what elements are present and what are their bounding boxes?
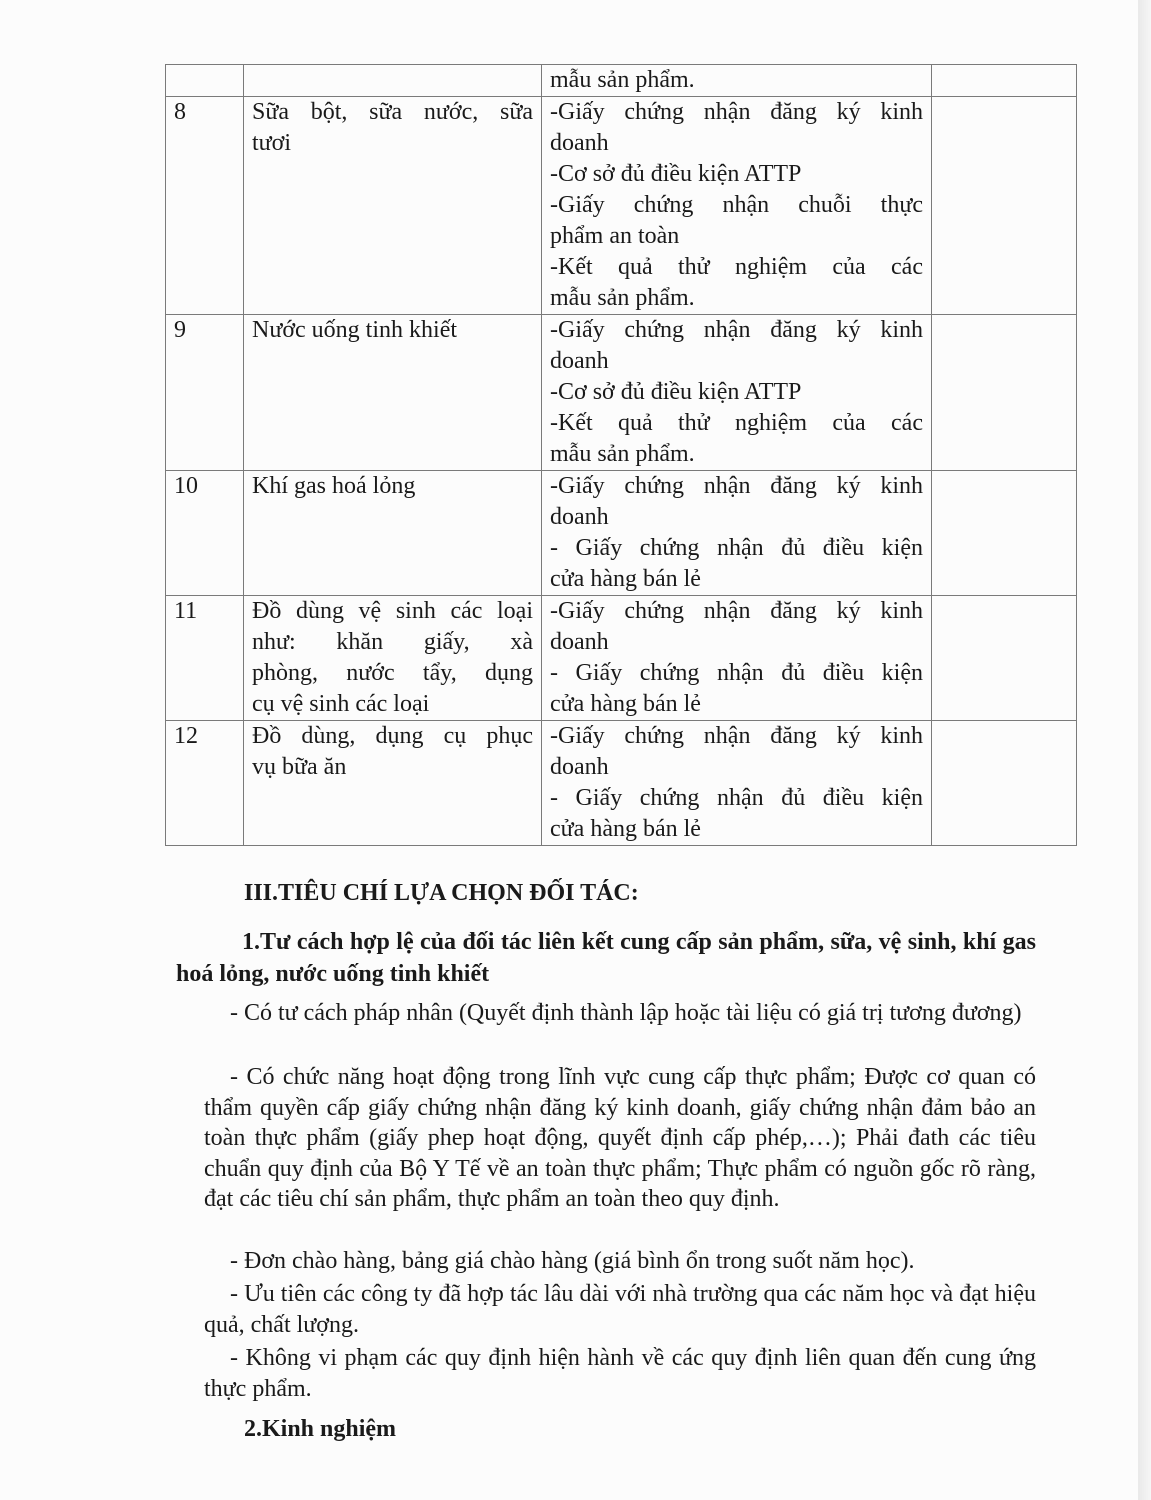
item-name-line: cụ vệ sinh các loại [252, 691, 430, 717]
item-name-line: vụ bữa ăn [252, 754, 347, 780]
requirement-line: mẫu sản phẩm. [550, 285, 695, 311]
item-name-cell [244, 721, 542, 846]
requirement-line: -Giấy chứng nhận đăng ký kinh [550, 723, 923, 749]
item-name-line: Đồ dùng vệ sinh các loại [252, 598, 533, 624]
requirements-cell [542, 65, 932, 97]
row-number: 9 [166, 315, 244, 471]
requirement-line: -Cơ sở đủ điều kiện ATTP [550, 379, 802, 405]
requirement-line: -Giấy chứng nhận đăng ký kinh [550, 317, 923, 343]
item-name-line: Đồ dùng, dụng cụ phục [252, 723, 533, 749]
requirement-line: cửa hàng bán lẻ [550, 566, 701, 592]
requirements-cell [542, 721, 932, 846]
note-cell [932, 471, 1077, 596]
requirement-line: - Giấy chứng nhận đủ điều kiện [550, 785, 923, 811]
table-row [166, 596, 1077, 721]
requirement-line: phẩm an toàn [550, 223, 680, 249]
row-number: 12 [166, 721, 244, 846]
row-number: 8 [166, 97, 244, 315]
requirements-table [165, 64, 1077, 846]
item-name-cell [244, 65, 542, 97]
table-row [166, 721, 1077, 846]
subsection-heading-eligibility: 1.Tư cách hợp lệ của đối tác liên kết cung cấp sản phẩm, sữa, vệ sinh, khí gas hoá lỏng, nước uống tinh khiết [176, 929, 1036, 987]
requirement-line: -Giấy chứng nhận đăng ký kinh [550, 99, 923, 125]
item-name-cell [244, 596, 542, 721]
note-cell [932, 315, 1077, 471]
subsection-heading-experience: 2.Kinh nghiệm [244, 1416, 397, 1442]
note-cell [932, 97, 1077, 315]
row-number [166, 65, 244, 97]
paragraph-price-offer: - Đơn chào hàng, bảng giá chào hàng (giá bình ổn trong suốt năm học). [230, 1248, 915, 1274]
paragraph-priority: - Ưu tiên các công ty đã hợp tác lâu dài với nhà trường qua các năm học và đạt hiệu quả, chất lượng. [204, 1281, 1036, 1338]
table-row [166, 315, 1077, 471]
requirement-line: doanh [550, 348, 609, 374]
requirements-cell [542, 315, 932, 471]
row-number: 11 [166, 596, 244, 721]
requirement-line: -Giấy chứng nhận đăng ký kinh [550, 598, 923, 624]
requirements-cell [542, 471, 932, 596]
item-name-cell [244, 471, 542, 596]
requirement-line: - Giấy chứng nhận đủ điều kiện [550, 660, 923, 686]
requirement-line: cửa hàng bán lẻ [550, 691, 701, 717]
requirements-table-body [166, 65, 1077, 846]
row-number: 10 [166, 471, 244, 596]
item-name-line: như: khăn giấy, xà [252, 629, 533, 655]
requirement-line: mẫu sản phẩm. [550, 441, 695, 467]
requirement-line: -Kết quả thử nghiệm của các [550, 410, 923, 436]
note-cell [932, 721, 1077, 846]
requirement-line: doanh [550, 504, 609, 530]
section-heading: III.TIÊU CHÍ LỰA CHỌN ĐỐI TÁC: [244, 880, 639, 906]
item-name-line: Khí gas hoá lỏng [252, 473, 416, 499]
table-row [166, 65, 1077, 97]
requirement-line: -Kết quả thử nghiệm của các [550, 254, 923, 280]
requirement-line: doanh [550, 629, 609, 655]
item-name-line: phòng, nước tẩy, dụng [252, 660, 533, 686]
note-cell [932, 65, 1077, 97]
table-row [166, 471, 1077, 596]
requirement-line: -Cơ sở đủ điều kiện ATTP [550, 161, 802, 187]
item-name-cell [244, 315, 542, 471]
table-row [166, 97, 1077, 315]
paragraph-legal-entity: - Có tư cách pháp nhân (Quyết định thành lập hoặc tài liệu có giá trị tương đương) [230, 1000, 1022, 1026]
page-edge-shadow [1138, 0, 1151, 1500]
requirement-line: - Giấy chứng nhận đủ điều kiện [550, 535, 923, 561]
requirement-line: -Giấy chứng nhận chuỗi thực [550, 192, 923, 218]
requirement-line: cửa hàng bán lẻ [550, 816, 701, 842]
paragraph-compliance: - Không vi phạm các quy định hiện hành về các quy định liên quan đến cung ứng thực phẩm. [204, 1345, 1036, 1402]
requirement-line: mẫu sản phẩm. [550, 67, 695, 93]
note-cell [932, 596, 1077, 721]
requirement-line: -Giấy chứng nhận đăng ký kinh [550, 473, 923, 499]
requirements-cell [542, 97, 932, 315]
requirements-cell [542, 596, 932, 721]
paragraph-business-function: - Có chức năng hoạt động trong lĩnh vực cung cấp thực phẩm; Được cơ quan có thẩm quyền cấp giấy chứng nhận đăng ký kinh doanh, giấy chứng nhận đảm bảo an toàn thực phẩm (giấy phep hoạt động, quyết định cấp phép,…); Phải đath các tiêu chuẩn quy định của Bộ Y Tế về an toàn thực phẩm; Thực phẩm có nguồn gốc rõ ràng, đạt các tiêu chí sản phẩm, thực phẩm an toàn theo quy định. [204, 1064, 1036, 1212]
item-name-line: Sữa bột, sữa nước, sữa [252, 99, 533, 125]
item-name-line: Nước uống tinh khiết [252, 317, 458, 343]
requirement-line: doanh [550, 130, 609, 156]
requirement-line: doanh [550, 754, 609, 780]
item-name-line: tươi [252, 130, 292, 156]
item-name-cell [244, 97, 542, 315]
